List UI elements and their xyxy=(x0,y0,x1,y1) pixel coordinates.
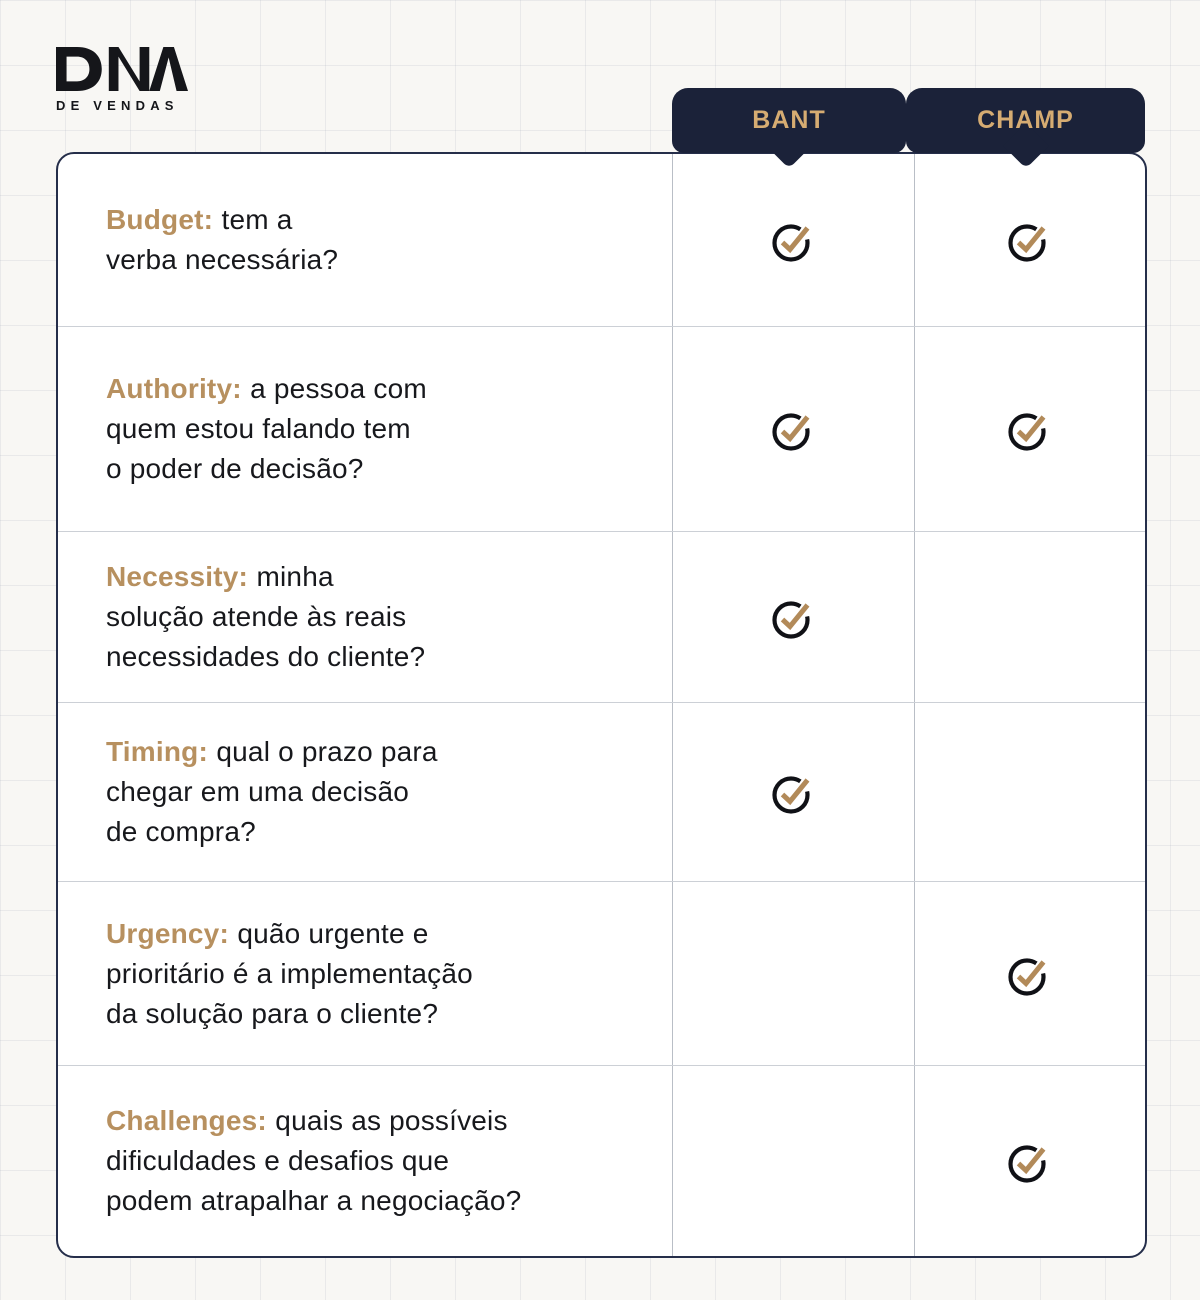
logo-subtitle: DE VENDAS xyxy=(56,98,179,113)
dna-de-vendas-logo xyxy=(56,46,206,113)
term-label: Timing: xyxy=(106,736,208,767)
champ-cell xyxy=(914,1066,1145,1256)
check-circle-icon xyxy=(1007,1138,1053,1184)
question-cell xyxy=(58,1066,672,1256)
question-cell xyxy=(58,882,672,1065)
table-row-challenges xyxy=(58,1065,1145,1256)
question-cell xyxy=(58,154,672,326)
question-text: tem a xyxy=(221,204,293,235)
question-text: a pessoa com xyxy=(250,373,427,404)
table-row-authority xyxy=(58,326,1145,531)
champ-cell xyxy=(914,327,1145,531)
term-label: Necessity: xyxy=(106,561,249,592)
champ-cell xyxy=(914,703,1145,881)
check-circle-icon xyxy=(771,769,817,815)
bant-cell xyxy=(672,154,914,326)
champ-cell xyxy=(914,882,1145,1065)
term-label: Challenges: xyxy=(106,1105,267,1136)
tab-champ-label: CHAMP xyxy=(977,106,1074,134)
bant-cell xyxy=(672,882,914,1065)
check-circle-icon xyxy=(771,406,817,452)
check-circle-icon xyxy=(1007,951,1053,997)
question-text: necessidades do cliente? xyxy=(106,641,426,672)
question-text: qual o prazo para xyxy=(216,736,438,767)
tab-bant xyxy=(672,88,906,153)
column-header-tabs xyxy=(672,88,1145,153)
question-text: prioritário é a implementação xyxy=(106,957,473,989)
term-label: Urgency: xyxy=(106,917,229,949)
question-text: o poder de decisão? xyxy=(106,453,364,484)
check-circle-icon xyxy=(1007,406,1053,452)
bant-cell xyxy=(672,1066,914,1256)
question-text: verba necessária? xyxy=(106,244,339,275)
question-text: quem estou falando tem xyxy=(106,413,411,444)
question-cell xyxy=(58,703,672,881)
champ-cell xyxy=(914,532,1145,702)
question-text: podem atrapalhar a negociação? xyxy=(106,1185,522,1216)
table-row-urgency xyxy=(58,881,1145,1065)
bant-cell xyxy=(672,532,914,702)
question-cell xyxy=(58,532,672,702)
question-text: quão urgente e xyxy=(237,917,429,949)
check-circle-icon xyxy=(771,217,817,263)
table-row-necessity xyxy=(58,531,1145,702)
question-text: de compra? xyxy=(106,816,256,847)
table-row-timing xyxy=(58,702,1145,881)
question-text: minha xyxy=(256,561,334,592)
term-label: Authority: xyxy=(106,373,242,404)
bant-cell xyxy=(672,327,914,531)
question-text: dificuldades e desafios que xyxy=(106,1145,450,1176)
comparison-table xyxy=(56,152,1147,1258)
tab-champ xyxy=(906,88,1145,153)
champ-cell xyxy=(914,154,1145,326)
question-cell xyxy=(58,327,672,531)
check-circle-icon xyxy=(1007,217,1053,263)
table-row-budget xyxy=(58,154,1145,326)
dna-logo-icon xyxy=(56,46,206,92)
question-text: quais as possíveis xyxy=(275,1105,508,1136)
question-text: solução atende às reais xyxy=(106,601,407,632)
term-label: Budget: xyxy=(106,204,214,235)
check-circle-icon xyxy=(771,594,817,640)
question-text: chegar em uma decisão xyxy=(106,776,410,807)
question-text: da solução para o cliente? xyxy=(106,997,439,1029)
bant-cell xyxy=(672,703,914,881)
tab-bant-label: BANT xyxy=(752,106,826,134)
